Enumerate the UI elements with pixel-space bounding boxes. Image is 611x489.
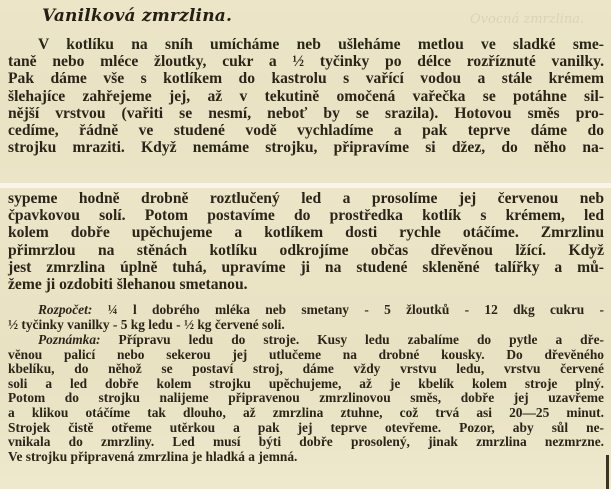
text-line: Pak dáme vše s kotlíkem do kastrolu s vařící vodou a stále krémem xyxy=(8,70,604,88)
note-line-1 xyxy=(8,333,604,348)
budget-text: ¼ l dobrého mléka neb smetany - 5 žloutků - 12 dkg cukru - xyxy=(107,302,604,317)
text-line: žeme ji ozdobiti šlehanou smetanou. xyxy=(8,276,248,294)
text-line: čpavkovou solí. Potom postavíme do prostředka kotlík s krémem, led xyxy=(8,207,604,225)
recipe-title: Vanilková zmrzlina. xyxy=(42,6,233,26)
paragraph-2 xyxy=(8,190,604,293)
text-line: sypeme hodně drobně roztlučený led a prosolíme jej červenou neb xyxy=(8,190,604,207)
text-line: vnikala do zmrzliny. Led musí býti dobře prosolený, jinak zmrzlina nezmrzne. xyxy=(8,434,604,450)
text-line: věnou palicí nebo sekerou jej utlučeme na drobné kousky. Do dřevěného xyxy=(8,346,604,362)
text-line: jest zmrzlina úplně tuhá, upravíme ji na studené skleněné talířky a mů- xyxy=(8,258,604,276)
text-line: strojku mraziti. Když nemáme strojku, připravíme si džez, do něho na- xyxy=(8,139,604,157)
page-edge-mark xyxy=(606,455,609,489)
budget-line-2: ½ tyčinky vanilky - 5 kg ledu - ½ kg červené soli. xyxy=(8,316,285,332)
note-text: Přípravu ledu do stroje. Kusy ledu zabalíme do pytle a dře- xyxy=(118,332,604,347)
budget-label: Rozpočet: xyxy=(38,302,93,317)
paragraph-1 xyxy=(8,36,604,156)
text-line: Ve strojku připravená zmrzlina je hladká a jemná. xyxy=(8,448,298,464)
text-line: kolem dobře upěchujeme a kotlíkem dosti rychle otáčíme. Zmrzlinu xyxy=(8,224,604,242)
text-line: přimrzlou na stěnách kotlíku odkrojíme občas dřevěnou lžící. Když xyxy=(8,241,604,259)
text-line: kbelíku, do něhož se postaví stroj, dáme vždy vrstvu ledu, vrstvu červené xyxy=(8,361,604,377)
text-line: Potom do strojku nalijeme připravenou zmrzlinovou směs, dobře jej uzavřeme xyxy=(8,390,604,406)
text-line: soli a led dobře kolem strojku upěchujeme, až je kbelík kolem stroje plný. xyxy=(8,375,604,391)
note-section xyxy=(8,333,604,464)
text-line: taně nebo mléce žloutky, cukr a ½ tyčinky po délce rozříznuté vanilky. xyxy=(8,53,604,71)
text-line: cedíme, řádně ve studené vodě vychladíme a pak teprve dáme do xyxy=(8,122,604,140)
text-line: nější vrstvou (vařiti se nesmí, neboť by se srazila). Hotovou směs pro- xyxy=(8,104,604,122)
text-line: V kotlíku na sníh umícháme neb ušleháme metlou ve sladké sme- xyxy=(38,36,604,53)
budget-line-1 xyxy=(8,303,604,318)
text-line: Strojek čistě otřeme utěrkou a pak jej teprve otevřeme. Pozor, aby sůl ne- xyxy=(8,419,604,435)
text-line: šlehajíce zahřejeme jej, až v tekutině omočená vařečka se potáhne sil- xyxy=(8,87,604,105)
budget-section xyxy=(8,303,604,332)
text-line: a klikou otáčíme tak dlouho, až zmrzlina ztuhne, což trvá asi 20—25 minut. xyxy=(8,404,604,420)
note-label: Poznámka: xyxy=(38,332,101,347)
bleed-through-heading: Ovocná zmrzlina. xyxy=(470,12,585,27)
